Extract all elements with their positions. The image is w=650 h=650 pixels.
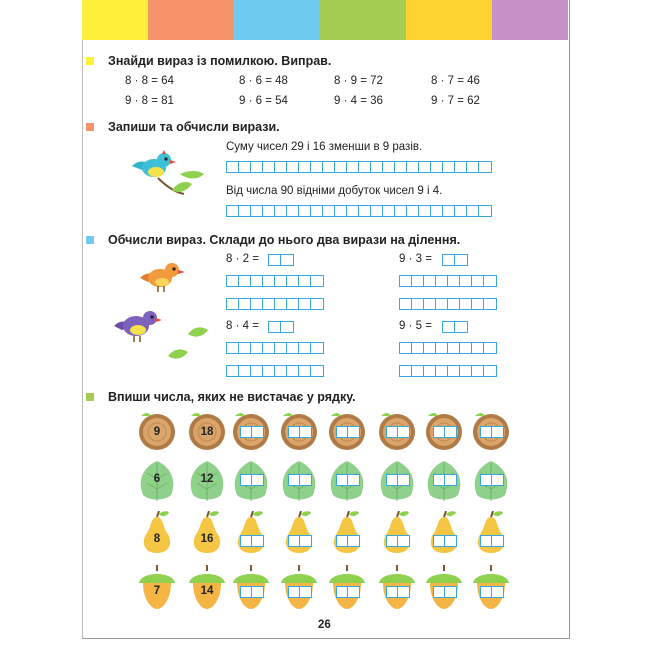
task-marker-yellow (86, 57, 94, 65)
task3-expression: 8 · 4 = (226, 320, 259, 332)
task1-expression: 9 · 7 = 62 (431, 95, 480, 107)
task1-expression: 9 · 8 = 81 (125, 95, 174, 107)
stump-item[interactable] (231, 410, 271, 454)
given-number: 8 (153, 533, 161, 545)
leaf-item[interactable] (424, 459, 464, 503)
task2-line2: Від числа 90 відніми добуток чисел 9 і 4. (226, 185, 443, 197)
leaf-item[interactable] (231, 459, 271, 503)
given-number: 16 (200, 533, 214, 545)
task1-expression: 8 · 7 = 46 (431, 75, 480, 87)
task1-expression: 8 · 8 = 64 (125, 75, 174, 87)
stump-item[interactable] (279, 410, 319, 454)
task1-title: Знайди вираз із помилкою. Виправ. (108, 54, 332, 68)
pear-item[interactable] (279, 511, 319, 555)
pear-item-shape (424, 511, 464, 555)
answer-cells[interactable] (226, 161, 492, 173)
pear-item (137, 511, 177, 555)
pear-item[interactable] (327, 511, 367, 555)
acorn-item[interactable] (424, 565, 464, 609)
leaf-item[interactable] (279, 459, 319, 503)
answer-cells[interactable] (399, 342, 497, 354)
bird-illustration (128, 146, 218, 206)
answer-cells[interactable] (480, 586, 504, 598)
answer-cells[interactable] (226, 298, 324, 310)
task4-title: Впиши числа, яких не вистачає у рядку. (108, 390, 356, 404)
leaf-item[interactable] (377, 459, 417, 503)
task3-expression: 8 · 2 = (226, 253, 259, 265)
answer-cells[interactable] (336, 474, 360, 486)
pear-item-shape (327, 511, 367, 555)
answer-cells[interactable] (399, 298, 497, 310)
leaf-item (137, 459, 177, 503)
answer-cells[interactable] (386, 474, 410, 486)
task3-expression: 9 · 5 = (399, 320, 432, 332)
pear-item-shape (471, 511, 511, 555)
color-stripe-purple (492, 0, 568, 40)
stump-item (137, 410, 177, 454)
answer-cells[interactable] (386, 535, 410, 547)
answer-cells[interactable] (433, 535, 457, 547)
answer-cells[interactable] (336, 535, 360, 547)
acorn-item (187, 565, 227, 609)
answer-cells[interactable] (268, 321, 294, 333)
pear-item-shape (279, 511, 319, 555)
answer-cells[interactable] (386, 586, 410, 598)
acorn-item (137, 565, 177, 609)
answer-cells[interactable] (336, 586, 360, 598)
task1-expression: 8 · 9 = 72 (334, 75, 383, 87)
answer-cells[interactable] (399, 275, 497, 287)
stump-item[interactable] (471, 410, 511, 454)
pear-item[interactable] (471, 511, 511, 555)
answer-cells[interactable] (268, 254, 294, 266)
given-number: 6 (153, 473, 161, 485)
pear-item[interactable] (424, 511, 464, 555)
pear-item-shape (231, 511, 271, 555)
acorn-item[interactable] (231, 565, 271, 609)
color-stripe-gold (406, 0, 492, 40)
leaf-item[interactable] (471, 459, 511, 503)
stump-item[interactable] (327, 410, 367, 454)
task-marker-blue (86, 236, 94, 244)
answer-cells[interactable] (240, 535, 264, 547)
given-number: 14 (200, 585, 214, 597)
task1-expression: 9 · 6 = 54 (239, 95, 288, 107)
task2-line1: Суму чисел 29 і 16 зменши в 9 разів. (226, 141, 423, 153)
acorn-item[interactable] (279, 565, 319, 609)
given-number: 12 (200, 473, 214, 485)
given-number: 18 (200, 426, 214, 438)
leaf-item[interactable] (327, 459, 367, 503)
answer-cells[interactable] (442, 254, 468, 266)
answer-cells[interactable] (433, 474, 457, 486)
answer-cells[interactable] (480, 535, 504, 547)
pear-item[interactable] (231, 511, 271, 555)
answer-cells[interactable] (336, 426, 360, 438)
color-stripe-yellow (82, 0, 148, 40)
stump-item[interactable] (377, 410, 417, 454)
answer-cells[interactable] (226, 205, 492, 217)
acorn-item[interactable] (377, 565, 417, 609)
answer-cells[interactable] (288, 586, 312, 598)
answer-cells[interactable] (433, 586, 457, 598)
answer-cells[interactable] (240, 426, 264, 438)
acorn-item[interactable] (327, 565, 367, 609)
task3-expression: 9 · 3 = (399, 253, 432, 265)
answer-cells[interactable] (226, 342, 324, 354)
task2-title: Запиши та обчисли вирази. (108, 120, 280, 134)
task-marker-orange (86, 123, 94, 131)
task-marker-green (86, 393, 94, 401)
answer-cells[interactable] (480, 426, 504, 438)
page-number: 26 (318, 619, 331, 631)
answer-cells[interactable] (386, 426, 410, 438)
color-stripe-orange (148, 0, 234, 40)
answer-cells[interactable] (288, 535, 312, 547)
answer-cells[interactable] (442, 321, 468, 333)
answer-cells[interactable] (288, 474, 312, 486)
answer-cells[interactable] (240, 474, 264, 486)
stump-item[interactable] (424, 410, 464, 454)
acorn-item[interactable] (471, 565, 511, 609)
given-number: 7 (153, 585, 161, 597)
answer-cells[interactable] (480, 474, 504, 486)
given-number: 9 (153, 426, 161, 438)
color-stripe-green (320, 0, 406, 40)
task3-title: Обчисли вираз. Склади до нього два вирази на ділення. (108, 233, 461, 247)
bird-illustration (138, 256, 194, 296)
pear-item-shape (377, 511, 417, 555)
task1-expression: 8 · 6 = 48 (239, 75, 288, 87)
leaf-item (187, 459, 227, 503)
task1-expression: 9 · 4 = 36 (334, 95, 383, 107)
color-stripe-blue (234, 0, 320, 40)
pear-item (187, 511, 227, 555)
stump-item (187, 410, 227, 454)
answer-cells[interactable] (433, 426, 457, 438)
answer-cells[interactable] (288, 426, 312, 438)
answer-cells[interactable] (399, 365, 497, 377)
answer-cells[interactable] (226, 275, 324, 287)
answer-cells[interactable] (240, 586, 264, 598)
pear-item[interactable] (377, 511, 417, 555)
answer-cells[interactable] (226, 365, 324, 377)
bird-illustration (112, 304, 212, 370)
